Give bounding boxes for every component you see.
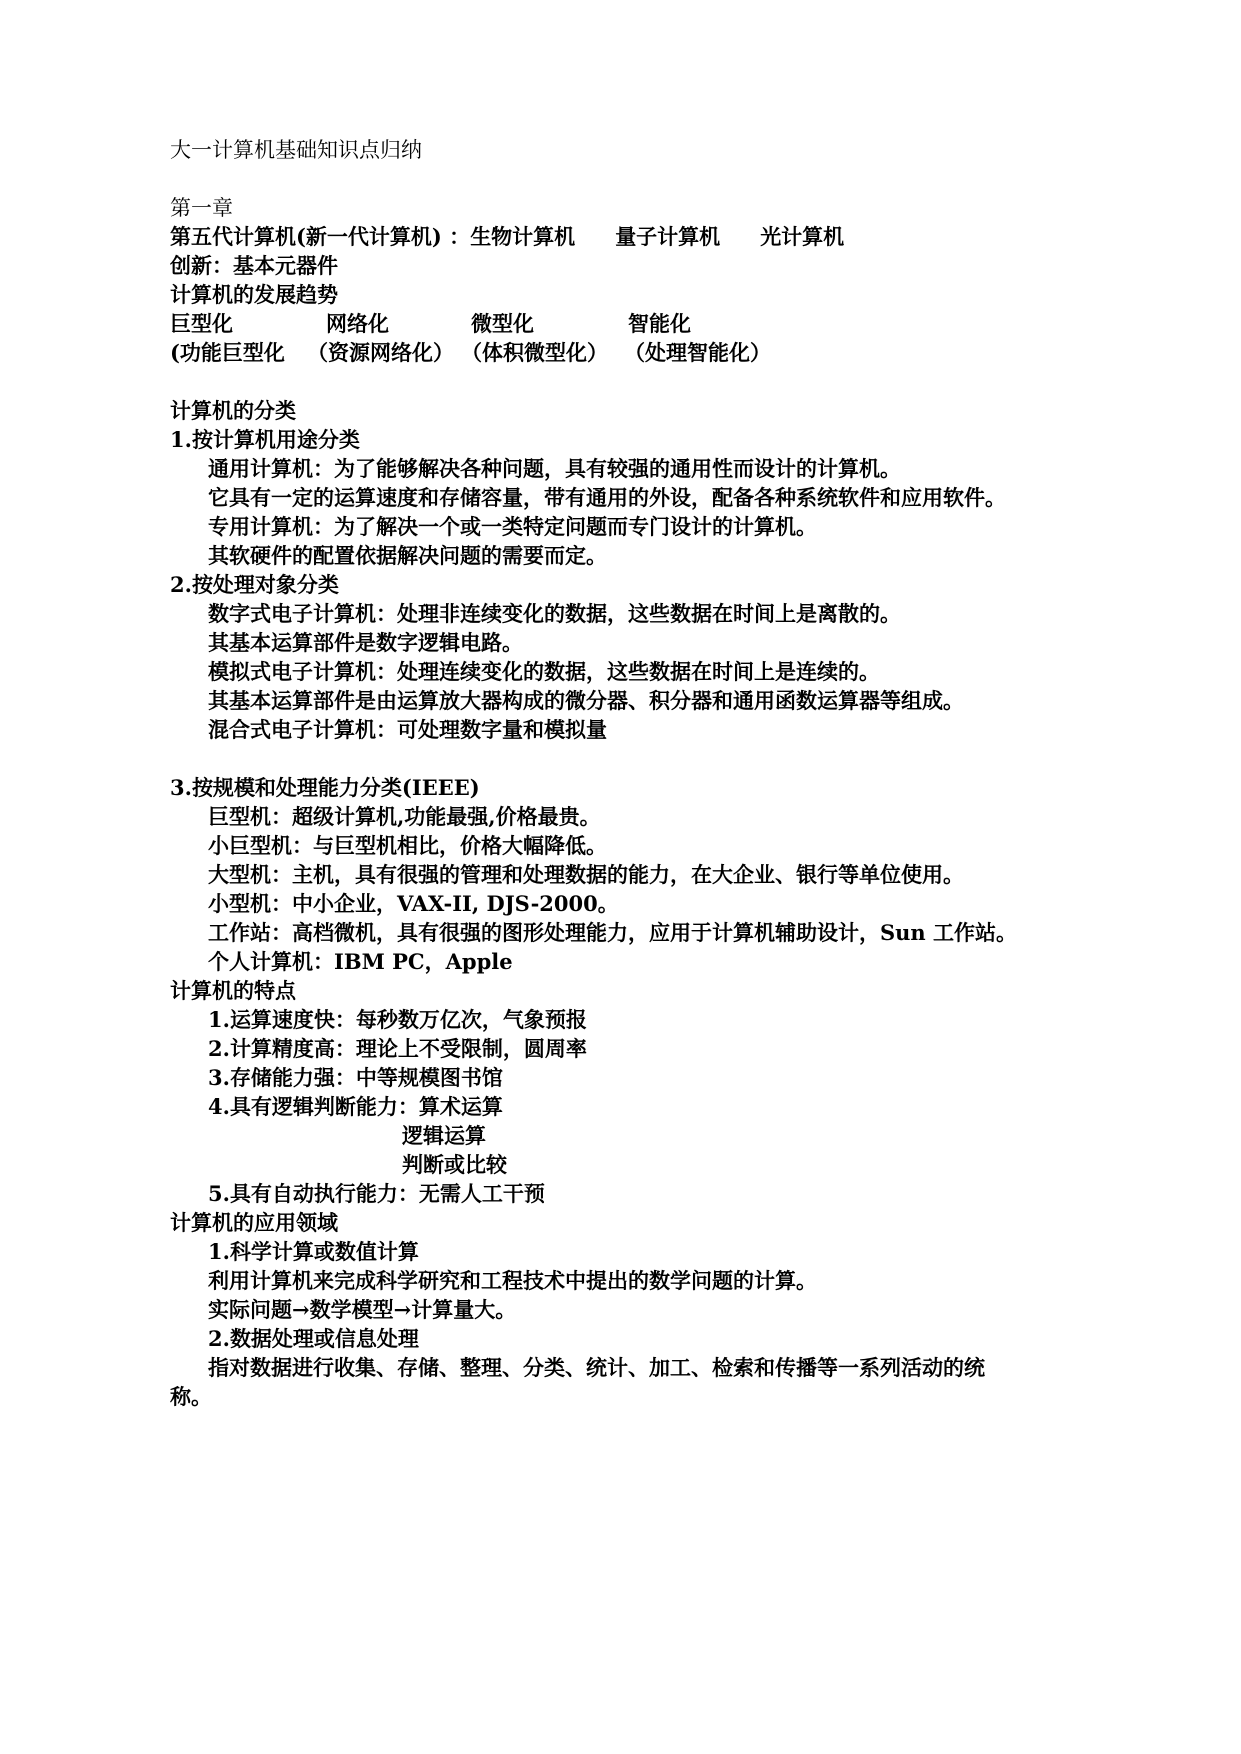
paragraph-line: 数字式电子计算机：处理非连续变化的数据，这些数据在时间上是离散的。 <box>208 601 901 626</box>
trend-item: 智能化 <box>628 311 691 336</box>
gen5-item: 生物计算机 <box>470 224 576 249</box>
feature-number: 5. <box>208 1181 230 1206</box>
feature-item <box>208 1062 503 1094</box>
classification-heading: 计算机的分类 <box>170 398 296 423</box>
paragraph-line: 巨型机：超级计算机,功能最强,价格最贵。 <box>208 804 601 829</box>
feature-text: 运算速度快：每秒数万亿次，气象预报 <box>229 1007 587 1032</box>
logic-subitem: 判断或比较 <box>402 1152 507 1177</box>
application-title: 数据处理或信息处理 <box>229 1326 419 1351</box>
section-heading <box>170 424 360 456</box>
paragraph-line: 大型机：主机，具有很强的管理和处理数据的能力，在大企业、银行等单位使用。 <box>208 862 964 887</box>
logic-subitem: 逻辑运算 <box>402 1123 486 1148</box>
feature-number: 4. <box>208 1094 230 1119</box>
application-heading <box>208 1323 419 1355</box>
feature-text: 具有自动执行能力：无需人工干预 <box>229 1181 545 1206</box>
paragraph-line: 指对数据进行收集、存储、整理、分类、统计、加工、检索和传播等一系列活动的统 <box>208 1355 985 1380</box>
gen5-item: 量子计算机 <box>615 224 721 249</box>
trend-detail: （资源网络化） <box>307 340 454 365</box>
paragraph-line: 小型机：中小企业，VAX-II, DJS-2000。 <box>208 891 619 916</box>
feature-number: 2. <box>208 1036 230 1061</box>
section-number: 3. <box>170 775 192 800</box>
paragraph-line: 专用计算机：为了解决一个或一类特定问题而专门设计的计算机。 <box>208 514 817 539</box>
section-title: 按处理对象分类 <box>191 572 339 597</box>
trend-item: 网络化 <box>326 311 389 336</box>
paragraph-line: 模拟式电子计算机：处理连续变化的数据，这些数据在时间上是连续的。 <box>208 659 880 684</box>
innovation-line: 创新：基本元器件 <box>170 253 338 278</box>
application-number: 1. <box>208 1239 230 1264</box>
feature-item <box>208 1033 587 1065</box>
paragraph-line: 通用计算机：为了能够解决各种问题，具有较强的通用性而设计的计算机。 <box>208 456 901 481</box>
gen5-item: 光计算机 <box>760 224 845 249</box>
document-title: 大一计算机基础知识点归纳 <box>170 138 422 162</box>
section-heading <box>170 569 339 601</box>
feature-item <box>208 1004 587 1036</box>
feature-text: 计算精度高：理论上不受限制，圆周率 <box>229 1036 587 1061</box>
section-number: 2. <box>170 572 192 597</box>
gen5-label: 第五代计算机(新一代计算机) ： <box>170 224 471 249</box>
paragraph-line: 工作站：高档微机，具有很强的图形处理能力，应用于计算机辅助设计，Sun 工作站。 <box>208 920 1018 945</box>
paragraph-line: 称。 <box>170 1384 212 1409</box>
applications-heading: 计算机的应用领域 <box>170 1210 338 1235</box>
trend-detail: （体积微型化） <box>461 340 608 365</box>
application-number: 2. <box>208 1326 230 1351</box>
paragraph-line: 实际问题→数学模型→计算量大。 <box>208 1297 517 1322</box>
trend-detail: （处理智能化） <box>624 340 771 365</box>
feature-item <box>208 1178 545 1210</box>
chapter-heading: 第一章 <box>170 196 233 220</box>
paragraph-line: 个人计算机：IBM PC，Apple <box>208 949 513 974</box>
trend-detail: (功能巨型化 <box>170 340 285 365</box>
paragraph-line: 小巨型机：与巨型机相比，价格大幅降低。 <box>208 833 607 858</box>
application-title: 科学计算或数值计算 <box>229 1239 419 1264</box>
application-heading <box>208 1236 419 1268</box>
section-title: 按规模和处理能力分类(IEEE) <box>191 775 480 800</box>
paragraph-line: 其基本运算部件是数字逻辑电路。 <box>208 630 523 655</box>
feature-text: 具有逻辑判断能力：算术运算 <box>229 1094 503 1119</box>
gen5-line <box>170 221 844 253</box>
paragraph-line: 利用计算机来完成科学研究和工程技术中提出的数学问题的计算。 <box>208 1268 817 1293</box>
trend-item: 巨型化 <box>170 311 233 336</box>
features-heading: 计算机的特点 <box>170 978 296 1003</box>
feature-number: 1. <box>208 1007 230 1032</box>
paragraph-line: 其软硬件的配置依据解决问题的需要而定。 <box>208 543 607 568</box>
section-number: 1. <box>170 427 192 452</box>
feature-number: 3. <box>208 1065 230 1090</box>
feature-text: 存储能力强：中等规模图书馆 <box>229 1065 503 1090</box>
paragraph-line: 其基本运算部件是由运算放大器构成的微分器、积分器和通用函数运算器等组成。 <box>208 688 964 713</box>
section-title: 按计算机用途分类 <box>191 427 360 452</box>
feature-item <box>208 1091 503 1123</box>
section-heading <box>170 772 480 804</box>
paragraph-line: 混合式电子计算机：可处理数字量和模拟量 <box>208 717 607 742</box>
trend-heading: 计算机的发展趋势 <box>170 282 338 307</box>
paragraph-line: 它具有一定的运算速度和存储容量，带有通用的外设，配备各种系统软件和应用软件。 <box>208 485 1006 510</box>
trend-item: 微型化 <box>471 311 534 336</box>
